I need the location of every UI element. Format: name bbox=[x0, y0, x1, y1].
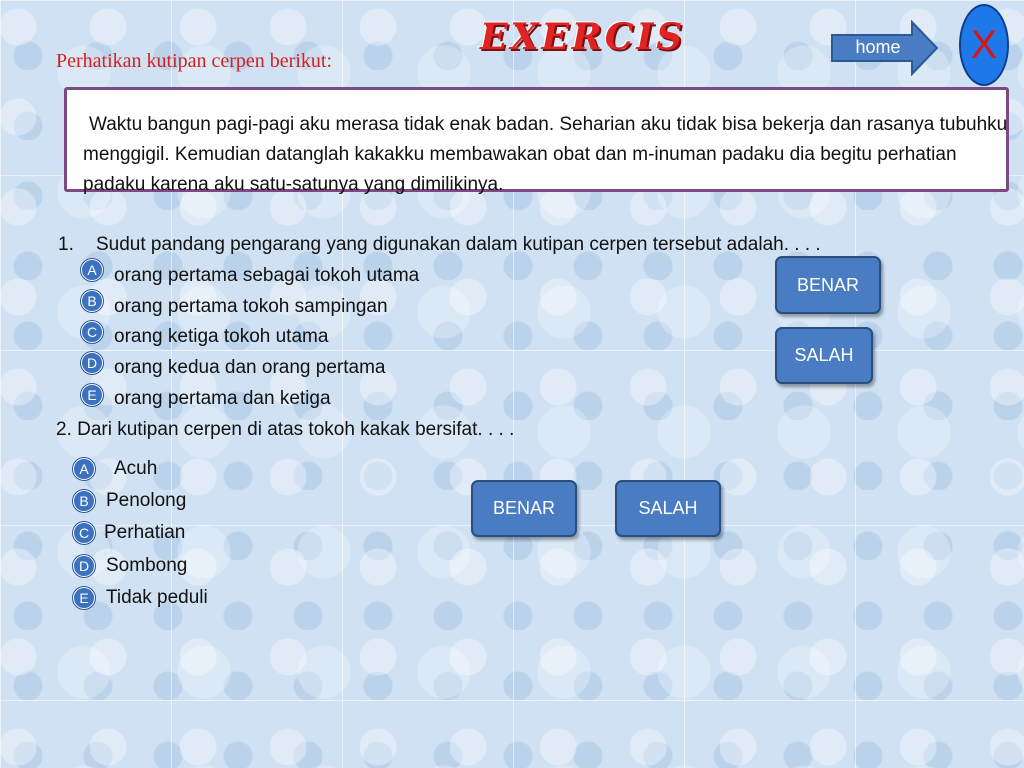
option-badge-c[interactable]: C bbox=[73, 522, 95, 544]
q1-option-c: orang ketiga tokoh utama bbox=[114, 326, 329, 347]
q1-salah-button[interactable]: SALAH bbox=[775, 327, 873, 384]
option-badge-d[interactable]: D bbox=[81, 352, 103, 374]
q1-benar-button[interactable]: BENAR bbox=[775, 256, 881, 314]
q2-salah-button[interactable]: SALAH bbox=[615, 480, 721, 537]
option-badge-d[interactable]: D bbox=[73, 555, 95, 577]
question-1-text: Sudut pandang pengarang yang digunakan dalam kutipan cerpen tersebut adalah. . . . bbox=[96, 234, 821, 255]
q1-option-d: orang kedua dan orang pertama bbox=[114, 357, 386, 378]
option-badge-b[interactable]: B bbox=[81, 290, 103, 312]
question-1-number: 1. bbox=[58, 234, 74, 255]
close-button[interactable] bbox=[959, 4, 1009, 86]
option-badge-b[interactable]: B bbox=[73, 490, 95, 512]
q2-option-a: Acuh bbox=[114, 458, 158, 479]
q1-option-e: orang pertama dan ketiga bbox=[114, 388, 331, 409]
option-badge-e[interactable]: E bbox=[73, 587, 95, 609]
q2-benar-button[interactable]: BENAR bbox=[471, 480, 577, 537]
passage-text: Waktu bangun pagi-pagi aku merasa tidak enak badan. Seharian aku tidak bisa bekerja dan rasanya tubuhku menggigil. Kemudian datanglah kakakku membawakan obat dan m-inuman padaku dia begitu perhatian padaku karena aku satu-satunya yang dimilikinya. bbox=[83, 114, 1008, 195]
q2-option-e: Tidak peduli bbox=[106, 587, 208, 608]
home-label: home bbox=[855, 37, 901, 57]
q2-option-c: Perhatian bbox=[104, 522, 186, 543]
option-badge-e[interactable]: E bbox=[81, 384, 103, 406]
option-badge-a[interactable]: A bbox=[81, 259, 103, 281]
option-badge-a[interactable]: A bbox=[73, 458, 95, 480]
option-badge-c[interactable]: C bbox=[81, 321, 103, 343]
q2-option-b: Penolong bbox=[106, 490, 187, 511]
q1-option-b: orang pertama tokoh sampingan bbox=[114, 296, 388, 317]
instruction-text: Perhatikan kutipan cerpen berikut: bbox=[56, 50, 333, 72]
q2-option-d: Sombong bbox=[106, 555, 188, 576]
question-2-text: 2. Dari kutipan cerpen di atas tokoh kakak bersifat. . . . bbox=[56, 419, 515, 440]
close-icon: X bbox=[970, 23, 998, 67]
passage-box bbox=[64, 87, 1009, 195]
q1-option-a: orang pertama sebagai tokoh utama bbox=[114, 265, 420, 286]
page-title: EXERCIS bbox=[480, 16, 686, 58]
home-button[interactable] bbox=[830, 20, 940, 76]
